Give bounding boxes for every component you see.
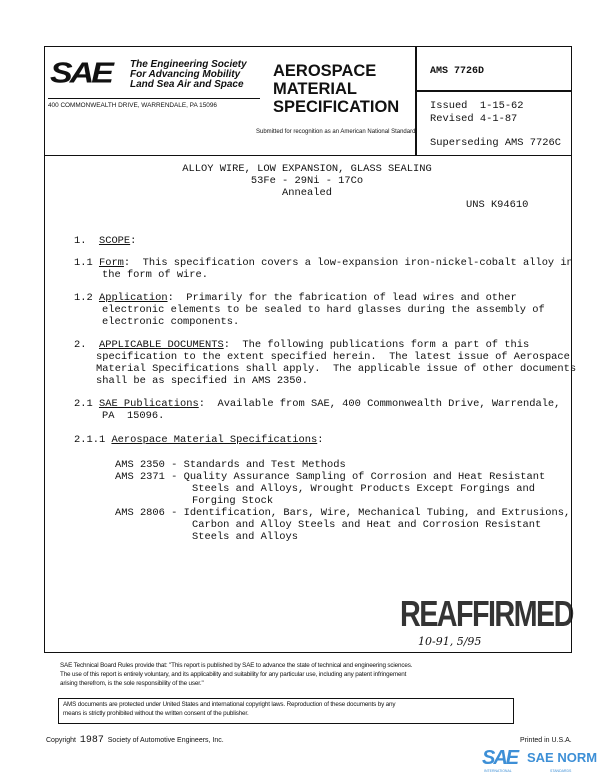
revised-date: Revised 4-1-87 [430,113,518,125]
uns-number: UNS K94610 [466,199,529,211]
section-2-1-1: 2.1.1 Aerospace Material Specifications: [74,434,324,446]
reaffirmed-stamp: REAFFIRMED [400,593,573,634]
ref-ams-2371-line: Steels and Alloys, Wrought Products Except Forgings and [192,483,535,495]
section-1-2-line: electronic elements to be sealed to hard glasses during the assembly of [102,304,545,316]
copyright-line: Copyright 1987 Society of Automotive Engineers, Inc. [46,735,224,746]
ref-ams-2806: AMS 2806 - Identification, Bars, Wire, Mechanical Tubing, and Extrusions, [115,507,571,519]
section-1-1: 1.1 Form: This specification covers a low-expansion iron-nickel-cobalt alloy in [74,257,573,269]
section-2: 2. APPLICABLE DOCUMENTS: The following publications form a part of this [74,339,530,351]
header-right-divider [415,90,571,92]
ref-ams-2350: AMS 2350 - Standards and Test Methods [115,459,346,471]
section-2-line: shall be as specified in AMS 2350. [96,375,309,387]
superseding: Superseding AMS 7726C [430,137,561,149]
section-1-2-line: electronic components. [102,316,240,328]
section-2-1-line: PA 15096. [102,410,165,422]
doc-type: AEROSPACE MATERIAL SPECIFICATION [273,62,400,116]
sae-norm-sub: INTERNATIONAL [484,769,512,773]
section-2-1: 2.1 SAE Publications: Available from SAE, 400 Commonwealth Drive, Warrendale, [74,398,561,410]
sae-norm-logo: SAE [482,747,518,769]
header-divider [415,46,417,156]
section-1-2: 1.2 Application: Primarily for the fabrication of lead wires and other [74,292,517,304]
section-2-line: specification to the extent specified herein. The latest issue of Aerospace [96,351,570,363]
submitted-note: Submitted for recognition as an American National Standard [256,129,416,135]
sae-norm-text: SAE NORM [527,750,598,765]
title-line-1: ALLOY WIRE, LOW EXPANSION, GLASS SEALING [182,163,432,175]
section-2-line: Material Specifications shall apply. The applicable issue of other documents [96,363,577,375]
title-line-3: Annealed [282,187,332,199]
sae-norm-sub2: STANDARDS [550,769,572,773]
printed-in: Printed in U.S.A. [520,737,572,744]
reaffirmed-date: 10-91, 5/95 [418,635,482,648]
ref-ams-2371-line: Forging Stock [192,495,274,507]
doc-number: AMS 7726D [430,66,485,77]
address-rule [48,98,260,99]
copyright-notice: AMS documents are protected under United States and international copyright laws. Reproduction of these documents by any means is strictly prohibited without the written consent of the publisher. [63,701,396,717]
ref-ams-2371: AMS 2371 - Quality Assurance Sampling of Corrosion and Heat Resistant [115,471,546,483]
address: 400 COMMONWEALTH DRIVE, WARRENDALE, PA 15096 [48,102,217,109]
issued-date: Issued 1-15-62 [430,100,524,112]
ref-ams-2806-line: Steels and Alloys [192,531,299,543]
section-1-1-line: the form of wire. [102,269,209,281]
sae-tagline: The Engineering Society For Advancing Mobility Land Sea Air and Space [130,59,247,90]
sae-logo: SAE [50,56,111,90]
ref-ams-2806-line: Carbon and Alloy Steels and Heat and Corrosion Resistant [192,519,542,531]
technical-board-rules: SAE Technical Board Rules provide that: "This report is published by SAE to advance the state of technical and engineering sciences. The use of this report is entirely voluntary, and its applicability and suitability for any particular use, including any patent infringement arising therefrom, is the sole responsibility of the user." [60,662,413,687]
title-line-2: 53Fe - 29Ni - 17Co [250,175,364,187]
section-1: 1. SCOPE: [74,235,137,247]
